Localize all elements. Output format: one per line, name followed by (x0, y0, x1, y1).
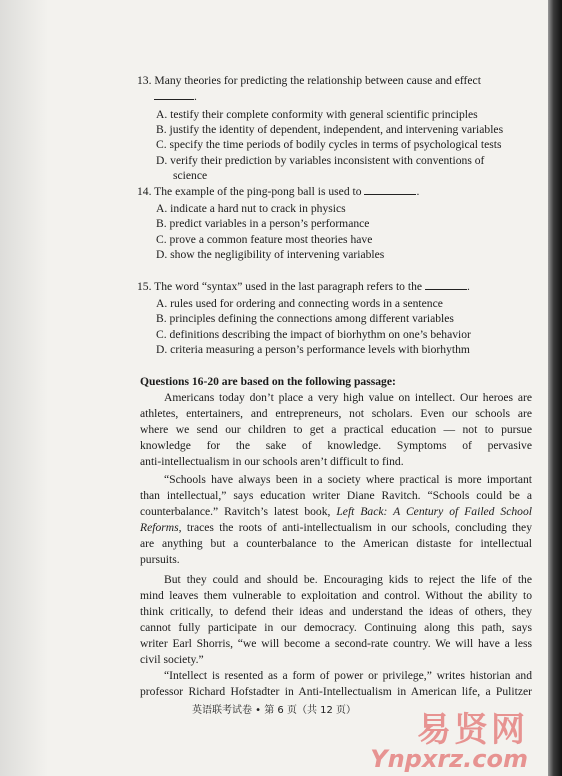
passage-line: are anything but a counterbalance to the American distaste for intellectual (140, 537, 532, 550)
passage-line: civil society.” (140, 653, 204, 666)
passage-line: But they could and should be. Encouraging kids to reject the life of the (164, 573, 532, 586)
passage-line: where we send our children to get a practical education — not to pursue (140, 423, 532, 436)
passage-line: athletes, entertainers, and entrepreneurs, not scholars. Even our schools are (140, 407, 532, 420)
q14-option-d: D. show the negligibility of intervening variables (156, 248, 385, 261)
watermark-en: Ynpxrz.com (370, 745, 528, 773)
passage-line: writer Earl Shorris, “we will become a second-rate country. We will have a less (140, 637, 532, 650)
q15-option-d: D. criteria measuring a person’s performance levels with biorhythm (156, 343, 470, 356)
page-edge-shadow (548, 0, 562, 776)
passage-line: anti-intellectualism in our schools aren’t difficult to find. (140, 455, 404, 468)
q15-option-c: C. definitions describing the impact of biorhythm on one’s behavior (156, 328, 471, 341)
page-footer: 英语联考试卷 • 第 6 页（共 12 页） (191, 705, 357, 716)
passage-line: “Intellect is resented as a form of power or privilege,” writes historian and (164, 669, 532, 682)
passage-line: Reforms, traces the roots of anti-intellectualism in our schools, concluding they (140, 521, 532, 534)
passage-heading: Questions 16-20 are based on the following passage: (140, 375, 396, 388)
answer-blank (425, 289, 467, 290)
passage-line: “Schools have always been in a society where practical is more important (164, 473, 532, 486)
passage-line: pursuits. (140, 553, 180, 566)
q13-option-b: B. justify the identity of dependent, independent, and intervening variables (156, 123, 504, 136)
q13-stem-blank: . (154, 90, 197, 104)
q15-option-a: A. rules used for ordering and connecting words in a sentence (156, 297, 443, 310)
passage-line: knowledge for the sake of knowledge. Symptoms of pervasive (140, 439, 532, 452)
passage-line: counterbalance.” Ravitch’s latest book, Left Back: A Century of Failed School (140, 505, 532, 518)
q15-stem: 15. The word “syntax” used in the last paragraph refers to the . (137, 280, 470, 293)
passage-line: than intellectual,” says education writer Diane Ravitch. “Schools could be a (140, 489, 532, 502)
q13-option-d: D. verify their prediction by variables inconsistent with conventions of (156, 154, 485, 167)
passage-line: Americans today don’t place a very high value on intellect. Our heroes are (164, 391, 532, 404)
passage-line: professor Richard Hofstadter in Anti-Intellectualism in American life, a Pulitzer (140, 685, 532, 698)
q13-option-d-cont: science (173, 169, 208, 182)
answer-blank (154, 99, 194, 100)
passage-line: think critically, to defend their ideas and understand the ideas of others, they (140, 605, 532, 618)
watermark-logo (370, 702, 528, 773)
q13-option-a: A. testify their complete conformity with general scientific principles (156, 108, 478, 121)
q14-stem: 14. The example of the ping-pong ball is used to . (137, 185, 420, 198)
q13-stem: 13. Many theories for predicting the relationship between cause and effect (137, 74, 481, 87)
q14-option-c: C. prove a common feature most theories have (156, 233, 373, 246)
q15-option-b: B. principles defining the connections among different variables (156, 312, 454, 325)
scan-shadow (0, 0, 48, 776)
q14-option-a: A. indicate a hard nut to crack in physics (156, 202, 346, 215)
passage-line: cannot fully participate in our democracy. Continuing along this path, says (140, 621, 532, 634)
passage-line: mind leaves them vulnerable to exploitation and control. Without the ability to (140, 589, 532, 602)
watermark-cn: 易贤网 (417, 710, 528, 750)
q13-option-c: C. specify the time periods of bodily cycles in terms of psychological tests (156, 138, 502, 151)
q14-option-b: B. predict variables in a person’s performance (156, 217, 370, 230)
answer-blank (364, 194, 416, 195)
